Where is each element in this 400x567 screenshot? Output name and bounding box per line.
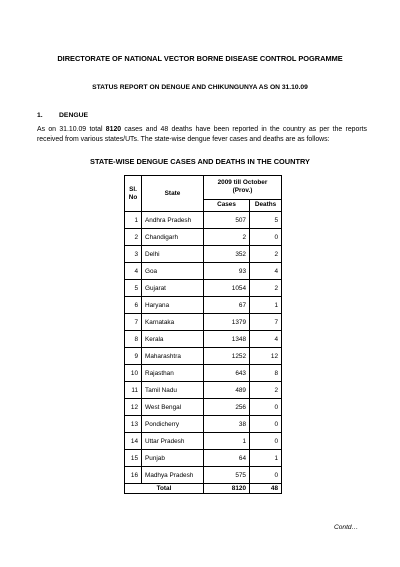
cell-sl: 16 bbox=[125, 467, 142, 484]
cell-state: Chandigarh bbox=[142, 229, 204, 246]
col-header-sl: Sl. No bbox=[125, 176, 142, 212]
cell-state: Andhra Pradesh bbox=[142, 212, 204, 229]
page-heading: DIRECTORATE OF NATIONAL VECTOR BORNE DISEASE CONTROL POGRAMME bbox=[57, 54, 343, 63]
paragraph-total-cases: 8120 bbox=[105, 126, 122, 133]
cell-state: West Bengal bbox=[142, 399, 204, 416]
cell-cases: 1054 bbox=[204, 280, 250, 297]
cell-deaths: 2 bbox=[250, 246, 282, 263]
cell-cases: 256 bbox=[204, 399, 250, 416]
table-row bbox=[125, 297, 282, 314]
cell-sl: 2 bbox=[125, 229, 142, 246]
cell-state: Gujarat bbox=[142, 280, 204, 297]
table-row bbox=[125, 246, 282, 263]
continued-note: Contd… bbox=[334, 524, 359, 531]
cell-cases: 1 bbox=[204, 433, 250, 450]
cell-cases: 2 bbox=[204, 229, 250, 246]
col-header-state: State bbox=[142, 176, 204, 212]
cell-state: Pondicherry bbox=[142, 416, 204, 433]
cell-state: Maharashtra bbox=[142, 348, 204, 365]
cell-state: Uttar Pradesh bbox=[142, 433, 204, 450]
section-heading bbox=[37, 112, 88, 119]
cell-sl: 14 bbox=[125, 433, 142, 450]
cell-cases: 67 bbox=[204, 297, 250, 314]
section-number: 1. bbox=[37, 112, 43, 119]
col-header-period: 2009 till October (Prov.) bbox=[204, 176, 282, 200]
cell-state: Goa bbox=[142, 263, 204, 280]
table-row bbox=[125, 280, 282, 297]
cell-state: Rajasthan bbox=[142, 365, 204, 382]
col-header-cases: Cases bbox=[204, 199, 250, 211]
table-row bbox=[125, 212, 282, 229]
cell-sl: 4 bbox=[125, 263, 142, 280]
total-cases: 8120 bbox=[204, 484, 250, 494]
cell-state: Punjab bbox=[142, 450, 204, 467]
cell-state: Karnataka bbox=[142, 314, 204, 331]
cell-cases: 1252 bbox=[204, 348, 250, 365]
cell-state: Madhya Pradesh bbox=[142, 467, 204, 484]
cell-deaths: 0 bbox=[250, 399, 282, 416]
cell-sl: 5 bbox=[125, 280, 142, 297]
table-row bbox=[125, 314, 282, 331]
cell-sl: 10 bbox=[125, 365, 142, 382]
cell-state: Haryana bbox=[142, 297, 204, 314]
cell-deaths: 1 bbox=[250, 450, 282, 467]
cell-deaths: 1 bbox=[250, 297, 282, 314]
cell-deaths: 2 bbox=[250, 280, 282, 297]
table-row bbox=[125, 365, 282, 382]
cell-state: Tamil Nadu bbox=[142, 382, 204, 399]
cell-sl: 8 bbox=[125, 331, 142, 348]
cell-sl: 1 bbox=[125, 212, 142, 229]
cell-deaths: 12 bbox=[250, 348, 282, 365]
cell-cases: 64 bbox=[204, 450, 250, 467]
cell-sl: 9 bbox=[125, 348, 142, 365]
cell-deaths: 4 bbox=[250, 331, 282, 348]
cell-cases: 1379 bbox=[204, 314, 250, 331]
cell-deaths: 7 bbox=[250, 314, 282, 331]
cell-sl: 7 bbox=[125, 314, 142, 331]
table-body bbox=[125, 212, 282, 484]
cell-cases: 489 bbox=[204, 382, 250, 399]
total-row bbox=[125, 484, 282, 494]
table-row bbox=[125, 450, 282, 467]
cell-sl: 6 bbox=[125, 297, 142, 314]
cell-deaths: 0 bbox=[250, 433, 282, 450]
dengue-table bbox=[124, 175, 282, 494]
cell-state: Kerala bbox=[142, 331, 204, 348]
table-row bbox=[125, 331, 282, 348]
cell-cases: 643 bbox=[204, 365, 250, 382]
cell-deaths: 0 bbox=[250, 229, 282, 246]
table-row bbox=[125, 433, 282, 450]
cell-cases: 575 bbox=[204, 467, 250, 484]
cell-cases: 93 bbox=[204, 263, 250, 280]
cell-sl: 3 bbox=[125, 246, 142, 263]
report-subheading: STATUS REPORT ON DENGUE AND CHIKUNGUNYA AS ON 31.10.09 bbox=[92, 84, 308, 91]
cell-cases: 38 bbox=[204, 416, 250, 433]
cell-sl: 13 bbox=[125, 416, 142, 433]
table-row bbox=[125, 416, 282, 433]
cell-deaths: 5 bbox=[250, 212, 282, 229]
paragraph-text-2: cases and 48 deaths have been reported in the country as per the reports received from various states/UTs. The state-wise dengue fever cases and deaths are as follows: bbox=[37, 126, 367, 143]
table-row bbox=[125, 382, 282, 399]
cell-deaths: 4 bbox=[250, 263, 282, 280]
cell-sl: 12 bbox=[125, 399, 142, 416]
paragraph-text-1: As on 31.10.09 total bbox=[37, 126, 106, 133]
table-row bbox=[125, 348, 282, 365]
table-row bbox=[125, 263, 282, 280]
cell-sl: 11 bbox=[125, 382, 142, 399]
cell-cases: 352 bbox=[204, 246, 250, 263]
cell-cases: 507 bbox=[204, 212, 250, 229]
cell-sl: 15 bbox=[125, 450, 142, 467]
total-deaths: 48 bbox=[250, 484, 282, 494]
cell-deaths: 2 bbox=[250, 382, 282, 399]
section-title: DENGUE bbox=[59, 112, 89, 119]
cell-state: Delhi bbox=[142, 246, 204, 263]
col-header-deaths: Deaths bbox=[250, 199, 282, 211]
cell-deaths: 0 bbox=[250, 467, 282, 484]
cell-deaths: 0 bbox=[250, 416, 282, 433]
table-row bbox=[125, 229, 282, 246]
cell-cases: 1348 bbox=[204, 331, 250, 348]
cell-deaths: 8 bbox=[250, 365, 282, 382]
table-row bbox=[125, 399, 282, 416]
summary-paragraph bbox=[37, 125, 367, 145]
total-label: Total bbox=[125, 484, 204, 494]
table-title: STATE-WISE DENGUE CASES AND DEATHS IN THE COUNTRY bbox=[90, 157, 310, 166]
table-row bbox=[125, 467, 282, 484]
